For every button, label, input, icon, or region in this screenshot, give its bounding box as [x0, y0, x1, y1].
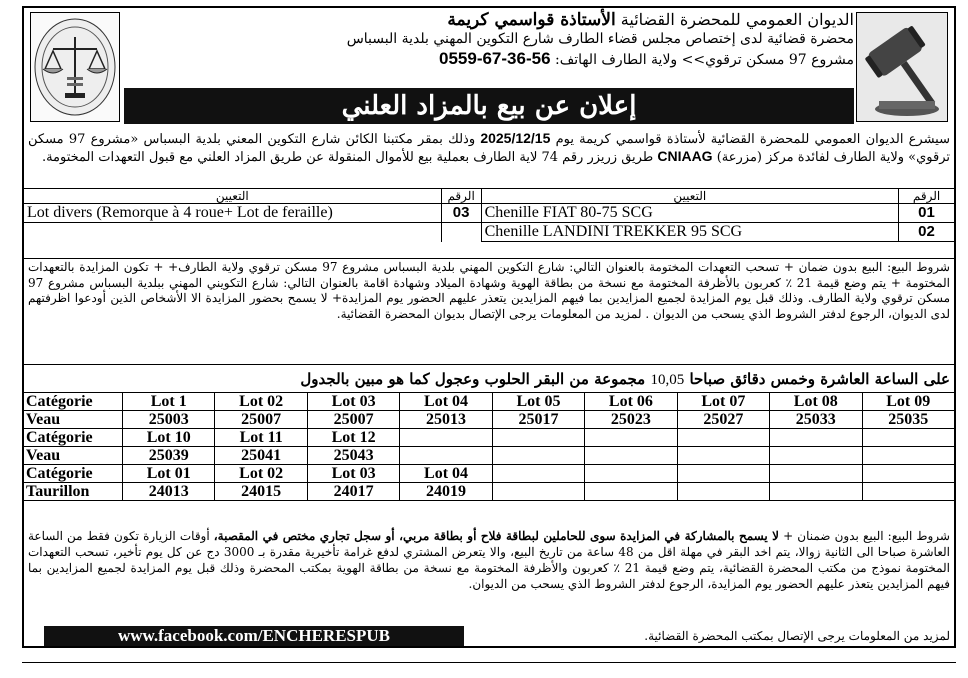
table-cell: 25041 — [215, 447, 307, 465]
category-cell: Veau — [24, 447, 123, 465]
facebook-link[interactable]: www.facebook.com/ENCHERESPUB — [44, 626, 464, 646]
table-cell: Lot 02 — [215, 393, 307, 411]
lot-desc: Lot divers (Remorque à 4 roue+ Lot de feraille) — [24, 204, 442, 223]
schedule-text-2: مجموعة من البقر الحلوب وعجول كما هو مبين بالجدول — [300, 370, 646, 388]
table-cell — [492, 483, 584, 501]
table-cell — [770, 483, 862, 501]
auction-banner-title: إعلان عن بيع بالمزاد العلني — [124, 88, 854, 124]
table-cell: 25007 — [215, 411, 307, 429]
table-row — [24, 204, 955, 223]
table-cell: Lot 06 — [585, 393, 677, 411]
lot-num — [441, 223, 481, 242]
header — [24, 8, 954, 130]
table-row — [24, 447, 955, 465]
scales-icon — [31, 13, 119, 121]
table-row — [24, 223, 955, 242]
table-cell: 24017 — [307, 483, 399, 501]
intro-text-1: سيشرع الديوان العمومي للمحضرة القضائية لأستاذة قواسمي كريمة يوم — [555, 132, 950, 147]
divider — [24, 364, 954, 365]
table-cell: 25007 — [307, 411, 399, 429]
footer — [24, 626, 954, 646]
table-cell: Lot 04 — [400, 393, 492, 411]
conditions2-bold: لا يسمح بالمشاركة في المزايدة سوى للحاملين لبطاقة فلاح أو بطاقة مربي، أو سجل تجاري مختص في المقصبة، — [213, 529, 780, 543]
table-cell — [400, 429, 492, 447]
table-cell: Lot 03 — [307, 465, 399, 483]
table-cell: Lot 01 — [123, 465, 215, 483]
table-cell: 25035 — [862, 411, 955, 429]
table-cell — [585, 483, 677, 501]
sale-conditions-1: شروط البيع: البيع بدون ضمان + تسحب التعهدات المختومة بالعنوان التالي: شارع التكوين المهني بلدية البسباس مشروع 97 مسكن ترقوي ولاية الطارف+ + تكون المزايدة بالتعهدات المختومة + يتم وضع قيمة 21 ٪ كعربون بالأظرفة المختومة مع نسخة من بطاقة الهوية وشهادة الميلاد وشهادة اقامة بالعنوان التالي: شارع التكويني المهني ببلدية البسباس مشروع 97 مسكن ترقوي ولاية الطارف. وذلك قبل يوم المزايدة لجميع المزايدين بما فيهم المزايدين يتعذر عليهم الحضور يوم المزايدة+ لا يسمح بحضور المزايدة الا الأشخاص الذين أودعوا اظرفتهم لدى الديوان، الرجوع لدفتر الشروط الذي يسحب من الديوان . لمزيد من المعلومات يرجى الإتصال بديوان المحضرة القضائية. — [28, 260, 950, 321]
bailiff-name: الأستاذة قواسمي كريمة — [447, 10, 616, 30]
table-cell: Lot 03 — [307, 393, 399, 411]
table-cell — [492, 429, 584, 447]
intro-paragraph — [28, 130, 950, 166]
lot-num: 02 — [899, 223, 955, 242]
table-cell: 25013 — [400, 411, 492, 429]
table-cell: 25033 — [770, 411, 862, 429]
header-office: الديوان العمومي للمحضرة القضائية — [620, 10, 854, 29]
table-cell — [492, 465, 584, 483]
table-cell: 25043 — [307, 447, 399, 465]
lot-num: 03 — [441, 204, 481, 223]
table-cell — [862, 465, 955, 483]
table-cell — [770, 465, 862, 483]
table-cell — [677, 429, 769, 447]
table-cell: 24019 — [400, 483, 492, 501]
schedule-time: 10,05 — [650, 372, 685, 388]
schedule-line — [28, 368, 950, 391]
intro-text-3: طريق زريزر رقم 74 لاية الطارف بعملية بيع للأموال المنقولة عن طريق المزاد العلني مع قبول التعهدات المختومة. — [41, 150, 654, 165]
table-cell: Lot 02 — [215, 465, 307, 483]
col-header-desc-right: التعيين — [481, 189, 898, 204]
table-cell — [585, 447, 677, 465]
table-cell — [770, 429, 862, 447]
table-cell: 24015 — [215, 483, 307, 501]
table-cell: Lot 09 — [862, 393, 955, 411]
address-text: مشروع 97 مسكن ترقوي>> ولاية الطارف الهاتف: — [554, 52, 854, 68]
table-cell — [677, 465, 769, 483]
lot-num: 01 — [899, 204, 955, 223]
table-cell: Lot 04 — [400, 465, 492, 483]
table-row — [24, 483, 955, 501]
col-header-num-left: الرقم — [441, 189, 481, 204]
category-cell: Veau — [24, 411, 123, 429]
table-cell: Lot 11 — [215, 429, 307, 447]
gavel-logo — [856, 12, 948, 122]
category-cell: Catégorie — [24, 429, 123, 447]
col-header-num-right: الرقم — [899, 189, 955, 204]
sale-conditions-2 — [28, 528, 950, 592]
table-row — [24, 393, 955, 411]
page-bottom-rule — [22, 662, 956, 663]
table-cell: 25003 — [123, 411, 215, 429]
announcement-frame — [22, 6, 956, 648]
phone-number: 0559-67-36-56 — [439, 49, 551, 68]
header-line-2: محضرة قضائية لدى إختصاص مجلس قضاء الطارف شارع التكوين المهني بلدية البسباس — [346, 31, 854, 47]
table-row — [24, 411, 955, 429]
table-cell: Lot 07 — [677, 393, 769, 411]
table-cell — [585, 465, 677, 483]
table-cell — [585, 429, 677, 447]
justice-scales-logo — [30, 12, 120, 122]
footer-note: لمزيد من المعلومات يرجى الإتصال بمكتب المحضرة القضائية. — [644, 629, 950, 643]
schedule-text-1: على الساعة العاشرة وخمس دقائق صباحا — [689, 370, 950, 388]
table-cell — [770, 447, 862, 465]
table-cell: 25027 — [677, 411, 769, 429]
intro-text-2: وذلك بمقر مكتبنا الكائن شارع التكوين المعني بلدية البسباس «مشروع 97 مسكن ترقوي» ولاية الطارف لفائدة مركز (مزرعة) — [28, 132, 950, 165]
table-row — [24, 465, 955, 483]
conditions2-rest: أوقات الزيارة تكون فقط من الساعة العاشرة صباحا الى الثانية زوالا، يتم اخد البقر في مهلة اقل من 48 ساعة من تاريخ البيع، والا يتعرض المشتري لدفع غرامة تأخيرية مقدرة بـ 3000 دج عن كل يوم تأخير، تسحب التعهدات المختومة نموذج من مكتب المحضرة القضائية، يتم وضع قيمة 21 ٪ كعربون والأظرفة المختومة مع نسخة من بطاقة الهوية بمكتب المحضرة وذلك قبل يوم المزايدة لجميع المزايدين بما فيهم المزايدين يتعذر عليهم الحضور يوم المزايدة، الرجوع لدفتر الشروط الذي يسحب من الديوان. — [28, 529, 951, 591]
table-cell — [862, 447, 955, 465]
category-cell: Catégorie — [24, 393, 123, 411]
table-cell — [400, 447, 492, 465]
table-cell — [862, 483, 955, 501]
table-cell — [677, 483, 769, 501]
gavel-icon — [857, 13, 947, 121]
header-line-1 — [124, 10, 854, 30]
table-cell — [677, 447, 769, 465]
table-cell: Lot 1 — [123, 393, 215, 411]
divider — [24, 258, 954, 259]
table-cell: 25023 — [585, 411, 677, 429]
table-cell: 24013 — [123, 483, 215, 501]
company-name: CNIAAG — [657, 148, 713, 164]
lot-desc: Chenille LANDINI TREKKER 95 SCG — [481, 223, 898, 242]
table-cell: Lot 12 — [307, 429, 399, 447]
table-cell: Lot 05 — [492, 393, 584, 411]
table-cell — [492, 447, 584, 465]
table-row — [24, 429, 955, 447]
table-cell: 25017 — [492, 411, 584, 429]
table-cell: 25039 — [123, 447, 215, 465]
category-cell: Taurillon — [24, 483, 123, 501]
cattle-lots-table — [23, 392, 955, 501]
lots-table-header — [24, 189, 955, 204]
header-line-3 — [124, 49, 854, 70]
lot-desc — [24, 223, 442, 242]
lot-desc: Chenille FIAT 80-75 SCG — [481, 204, 898, 223]
category-cell: Catégorie — [24, 465, 123, 483]
col-header-desc-left: التعيين — [24, 189, 442, 204]
table-cell: Lot 10 — [123, 429, 215, 447]
header-text — [124, 10, 854, 70]
conditions2-prefix: شروط البيع: البيع بدون ضمنان + — [783, 529, 950, 543]
table-cell: Lot 08 — [770, 393, 862, 411]
table-cell — [862, 429, 955, 447]
auction-date: 2025/12/15 — [480, 130, 551, 146]
lots-table — [23, 188, 955, 242]
